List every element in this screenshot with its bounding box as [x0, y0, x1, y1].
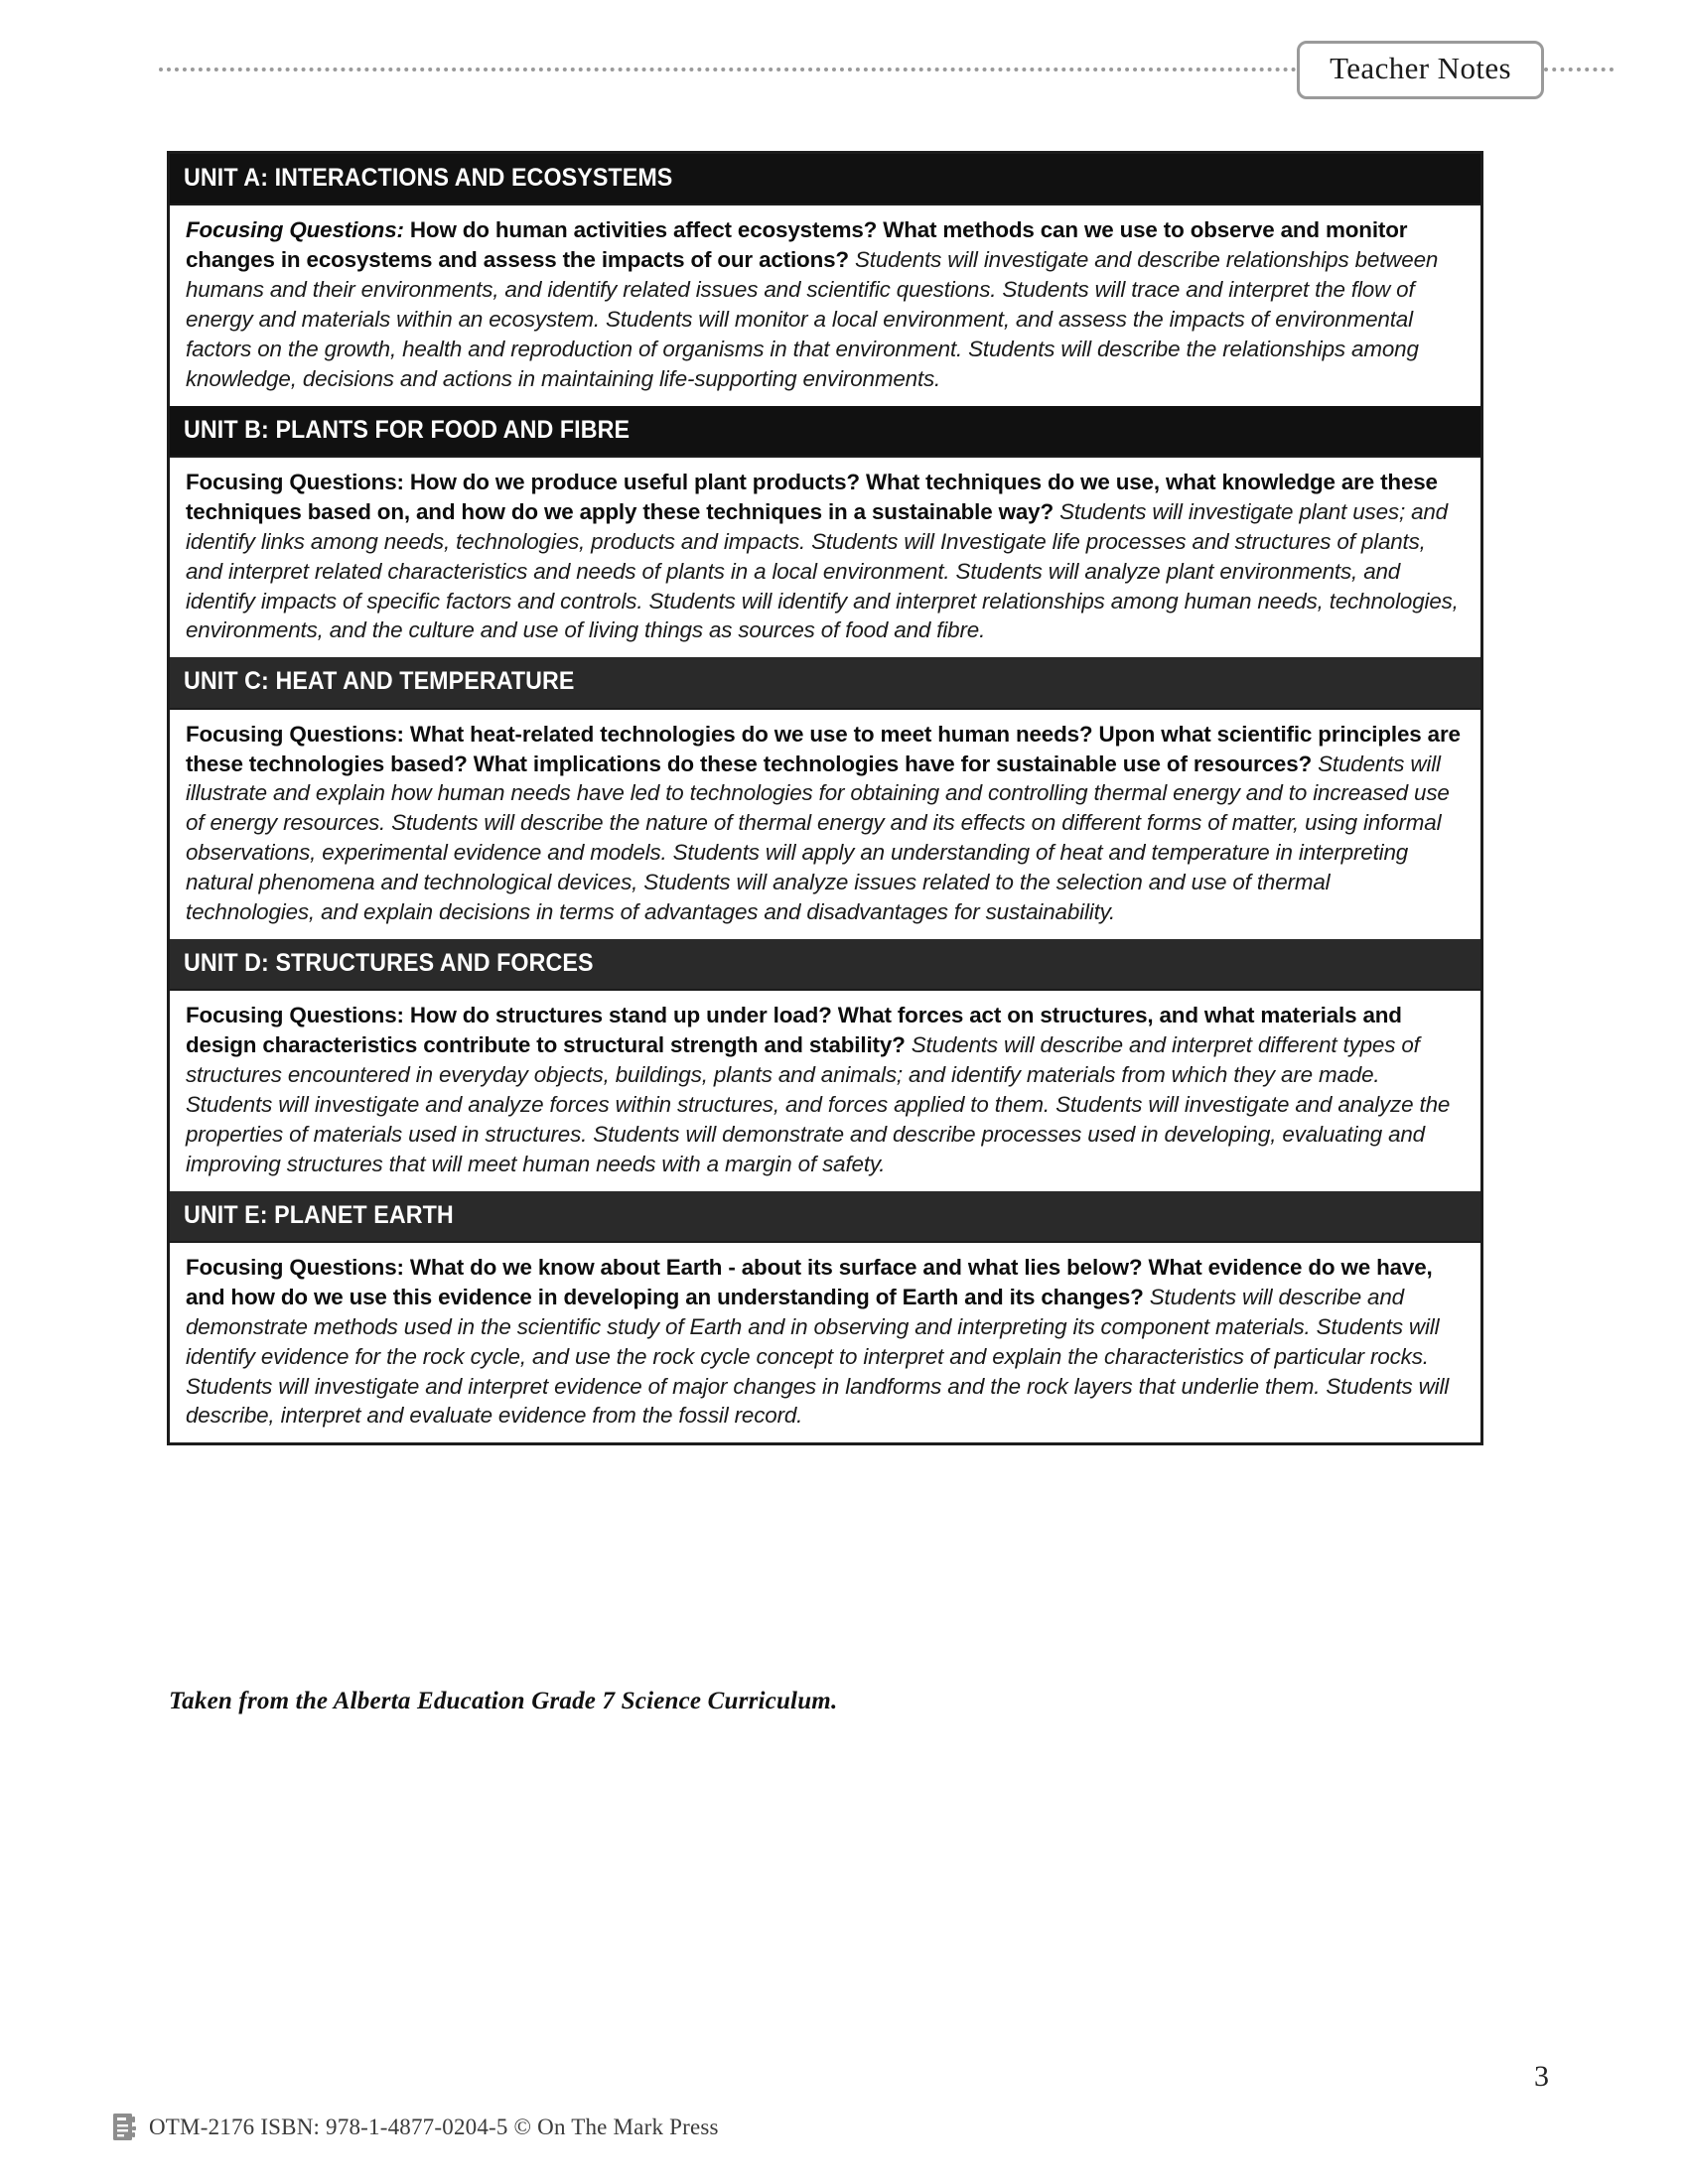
focusing-questions-label-b: Focusing Questions: — [186, 469, 404, 494]
page-number: 3 — [1534, 2060, 1549, 2093]
unit-body-e — [170, 1241, 1480, 1442]
source-attribution: Taken from the Alberta Education Grade 7 Science Curriculum. — [169, 1688, 838, 1714]
unit-paragraph-b — [186, 468, 1465, 645]
unit-header-a — [170, 154, 1480, 204]
curriculum-units-table — [167, 151, 1483, 1445]
unit-paragraph-e — [186, 1253, 1465, 1431]
unit-body-d — [170, 989, 1480, 1190]
unit-title-c: UNIT C: HEAT AND TEMPERATURE — [184, 667, 575, 696]
unit-description-d: Students will describe and interpret different types of structures encountered in everyday objects, buildings, plants and animals; and identify materials from which they are made. Students will investigate and analyze forces within structures, and forces applied to them. Students will investigate and analyze the properties of materials used in structures. Students will demonstrate and describe processes used in developing, evaluating and improving structures that will meet human needs with a margin of safety. — [186, 1032, 1451, 1176]
unit-block-d — [170, 939, 1480, 1191]
unit-paragraph-c — [186, 720, 1465, 927]
focusing-questions-text-d: How do structures stand up under load? What forces act on structures, and what materials and design characteristics contribute to structural strength and stability? — [186, 1003, 1402, 1058]
unit-header-c — [170, 657, 1480, 707]
book-icon — [111, 2113, 137, 2142]
unit-description-a: Students will investigate and describe relationships between humans and their environments, and identify related issues and scientific questions. Students will trace and interpret the flow of energy and materials within an ecosystem. Students will monitor a local environment, and assess the impacts of environmental factors on the growth, health and reproduction of organisms in that environment. Students will describe the relationships among knowledge, decisions and actions in maintaining life-supporting environments. — [186, 247, 1439, 391]
focusing-questions-text-b: How do we produce useful plant products? What techniques do we use, what knowledge are these techniques based on, and how do we apply these techniques in a sustainable way? — [186, 469, 1438, 524]
unit-paragraph-d — [186, 1001, 1465, 1178]
teacher-notes-badge — [1297, 41, 1544, 99]
unit-header-e — [170, 1191, 1480, 1241]
page-header — [0, 40, 1688, 99]
focusing-questions-label-d: Focusing Questions: — [186, 1003, 404, 1028]
unit-header-d — [170, 939, 1480, 989]
unit-block-e — [170, 1191, 1480, 1443]
focusing-questions-label-c: Focusing Questions: — [186, 721, 404, 747]
unit-description-c: Students will illustrate and explain how human needs have led to technologies for obtaining and controlling thermal energy and to increased use of energy resources. Students will describe the nature of thermal energy and its effects on different forms of matter, using informal observations, experimental evidence and models. Students will apply an understanding of heat and temperature in interpreting natural phenomena and technological devices, Students will analyze issues related to the selection and use of thermal technologies, and explain decisions in terms of advantages and disadvantages for sustainability. — [186, 751, 1450, 925]
unit-block-c — [170, 657, 1480, 939]
unit-block-a — [170, 154, 1480, 406]
unit-title-b: UNIT B: PLANTS FOR FOOD AND FIBRE — [184, 415, 631, 444]
unit-title-d: UNIT D: STRUCTURES AND FORCES — [184, 948, 594, 977]
unit-body-b — [170, 456, 1480, 657]
focusing-questions-text-c: What heat-related technologies do we use to meet human needs? Upon what scientific principles are these technologies based? What implications do these technologies have for sustainable use of resources? — [186, 721, 1461, 776]
focusing-questions-text-e: What do we know about Earth - about its surface and what lies below? What evidence do we have, and how do we use this evidence in developing an understanding of Earth and its changes? — [186, 1254, 1433, 1309]
unit-title-a: UNIT A: INTERACTIONS AND ECOSYSTEMS — [184, 164, 673, 192]
header-dotted-rule-right — [1544, 68, 1614, 71]
footer-imprint-text: OTM-2176 ISBN: 978-1-4877-0204-5 © On The Mark Press — [149, 2115, 719, 2139]
focusing-questions-label-e: Focusing Questions: — [186, 1254, 404, 1280]
header-dotted-rule-left — [159, 68, 1297, 71]
unit-body-c — [170, 708, 1480, 939]
unit-block-b — [170, 406, 1480, 658]
unit-body-a — [170, 204, 1480, 405]
unit-paragraph-a — [186, 215, 1465, 393]
unit-title-e: UNIT E: PLANET EARTH — [184, 1200, 454, 1229]
footer-imprint-line — [111, 2113, 719, 2142]
unit-header-b — [170, 406, 1480, 456]
unit-description-e: Students will describe and demonstrate methods used in the scientific study of Earth and in observing and interpreting its component materials. Students will identify evidence for the rock cycle, and use the rock cycle concept to interpret and explain the characteristics of particular rocks. Students will investigate and interpret evidence of major changes in landforms and the rock layers that underlie them. Students will describe, interpret and evaluate evidence from the fossil record. — [186, 1284, 1450, 1429]
focusing-questions-label-a: Focusing Questions: — [186, 217, 404, 243]
focusing-questions-text-a: How do human activities affect ecosystems? What methods can we use to observe and monitor changes in ecosystems and assess the impacts of our actions? — [186, 217, 1408, 273]
unit-description-b: Students will investigate plant uses; and identify links among needs, technologies, products and impacts. Students will Investigate life processes and structures of plants, and interpret related characteristics and needs of plants in a local environment. Students will analyze plant environments, and identify impacts of specific factors and controls. Students will identify and interpret relationships among human needs, technologies, environments, and the culture and use of living things as sources of food and fibre. — [186, 498, 1459, 643]
teacher-notes-label: Teacher Notes — [1330, 50, 1511, 85]
